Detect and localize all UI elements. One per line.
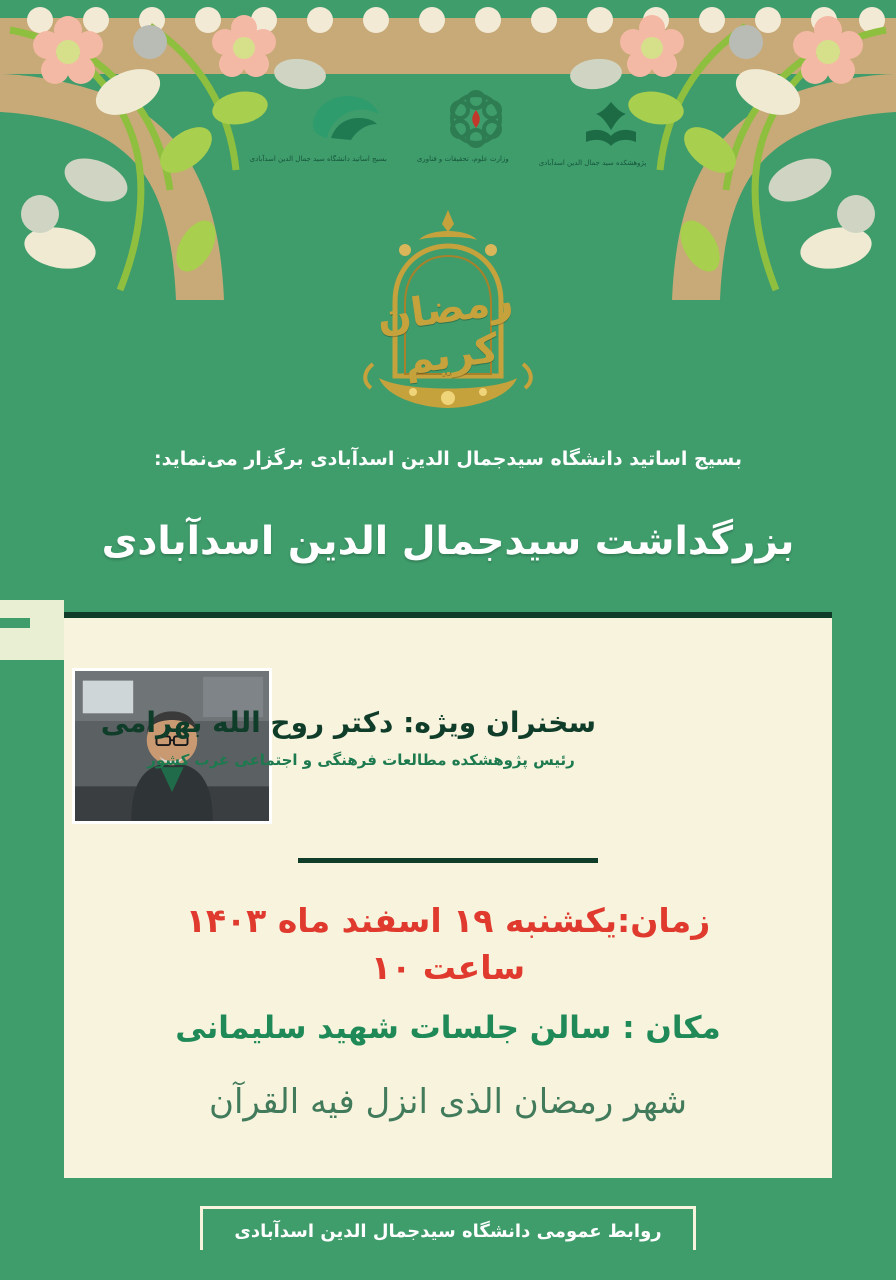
- event-date-text: زمان:یکشنبه ۱۹ اسفند ماه ۱۴۰۳: [185, 901, 711, 940]
- quran-verse-calligraphy: شهر رمضان الذی انزل فیه القرآن: [209, 1082, 687, 1122]
- basij-logo-caption: بسیج اساتید دانشگاه سید جمال الدین اسدآبادی: [249, 155, 387, 163]
- header-logos: [0, 86, 896, 167]
- ramadan-medallion: [333, 206, 563, 416]
- presented-by-text: بسیج اساتید دانشگاه سیدجمال الدین اسدآبادی برگزار می‌نماید:: [154, 448, 742, 470]
- ramadan-kareem-calligraphy: رمضان کریم: [374, 276, 516, 385]
- book-logo-caption: پژوهشکده سید جمال الدین اسدآبادی: [538, 159, 647, 167]
- speaker-name: سخنران ویژه: دکتر روح الله بهرامی: [100, 706, 596, 739]
- footer-text: روابط عمومی دانشگاه سیدجمال الدین اسدآبادی: [234, 1221, 662, 1242]
- left-accent-bar-notch: [0, 618, 30, 628]
- speaker-info: [100, 706, 596, 769]
- section-divider: [298, 858, 598, 863]
- basij-logo: [250, 86, 387, 163]
- ministry-emblem-caption: وزارت علوم، تحقیقات و فناوری: [416, 155, 509, 163]
- event-hour-text: ساعت ۱۰: [370, 947, 526, 987]
- ministry-emblem-logo: [417, 86, 509, 163]
- speaker-role: رئیس پژوهشکده مطالعات فرهنگی و اجتماعی غرب کشور: [147, 751, 575, 769]
- page-title: بزرگداشت سیدجمال الدین اسدآبادی: [101, 519, 795, 564]
- event-place: مکان : سالن جلسات شهید سلیمانی: [175, 1010, 721, 1046]
- left-accent-bar: [0, 600, 64, 660]
- event-time: [0, 898, 896, 992]
- book-logo: [539, 86, 647, 167]
